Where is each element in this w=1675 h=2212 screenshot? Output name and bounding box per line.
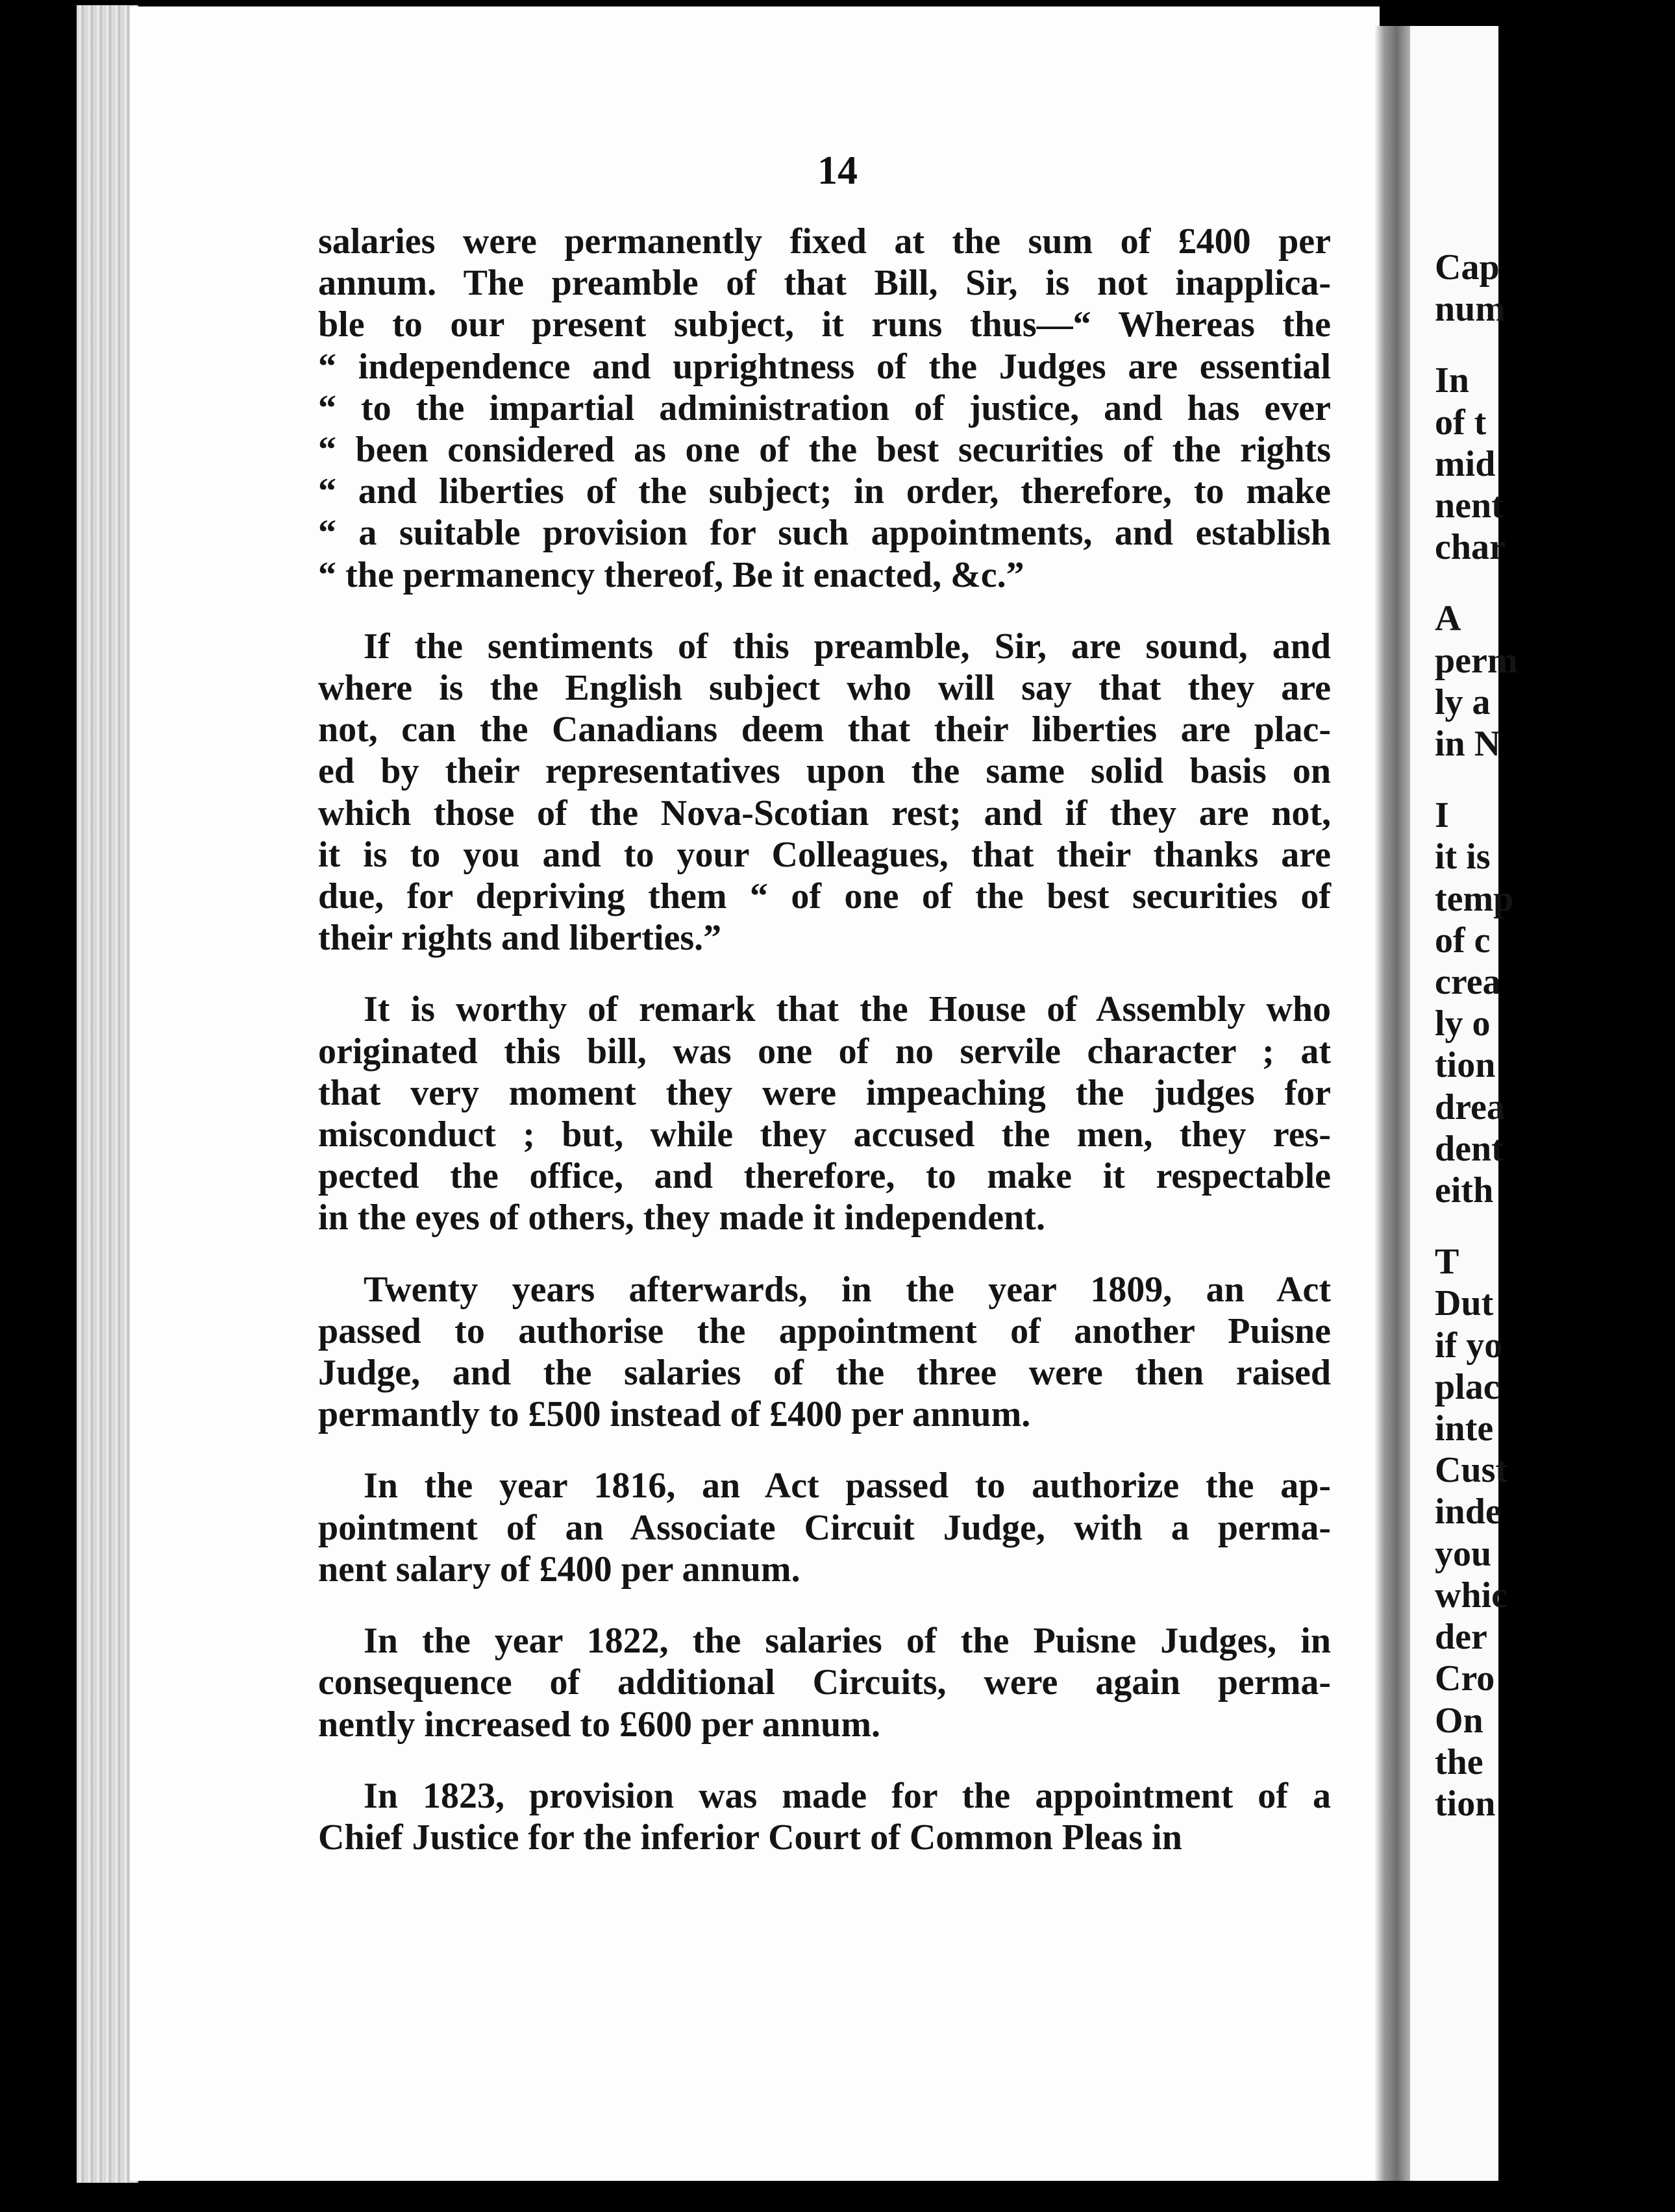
facing-page-line: char [1435, 527, 1506, 568]
paragraph [318, 989, 1331, 1238]
facing-page-line: Dut [1435, 1283, 1494, 1324]
text-line: In the year 1816, an Act passed to authorize the ap- [364, 1466, 1331, 1506]
facing-page-line: Cust [1435, 1450, 1508, 1491]
body-text [318, 221, 1331, 1858]
facing-page-line: temp [1435, 878, 1514, 919]
text-line: pointment of an Associate Circuit Judge, with a perma- [318, 1507, 1331, 1548]
text-line: “ independence and uprightness of the Judges are essential [318, 346, 1331, 387]
text-line: “ to the impartial administration of justice, and has ever [318, 387, 1331, 428]
text-line: that very moment they were impeaching the judges for [318, 1072, 1331, 1113]
facing-page-line: Cap [1435, 247, 1500, 288]
facing-page-line: dent [1435, 1128, 1504, 1169]
paragraph-gap [1435, 765, 1518, 794]
text-line: ble to our present subject, it runs thus—“ Whereas the [318, 304, 1331, 345]
paragraph-gap [1435, 568, 1518, 598]
facing-page-line: inde [1435, 1492, 1502, 1532]
text-line: consequence of additional Circuits, were again perma- [318, 1662, 1331, 1703]
text-line: nent salary of £400 per annum. [318, 1549, 800, 1590]
text-line: passed to authorise the appointment of another Puisne [318, 1310, 1331, 1351]
facing-page-line: Cro [1435, 1658, 1495, 1699]
facing-page-line: tion [1435, 1783, 1496, 1824]
facing-page-line: crea [1435, 962, 1501, 1003]
text-line: Twenty years afterwards, in the year 1809, an Act [364, 1269, 1331, 1310]
facing-page-line: perm [1435, 640, 1518, 681]
text-line: which those of the Nova-Scotian rest; and if they are not, [318, 793, 1331, 833]
text-line: In the year 1822, the salaries of the Puisne Judges, in [364, 1621, 1331, 1662]
facing-page-line: num [1435, 289, 1506, 330]
text-line: “ a suitable provision for such appointments, and establish [318, 513, 1331, 554]
text-line: where is the English subject who will say that they are [318, 668, 1331, 709]
text-line: their rights and liberties.” [318, 918, 722, 959]
facing-page-line: A [1435, 598, 1461, 639]
facing-page-line: whic [1435, 1575, 1508, 1616]
page-number: 14 [817, 149, 858, 193]
page-edges [77, 5, 138, 2183]
text-line: pected the office, and therefore, to make it respectable [318, 1156, 1331, 1197]
text-line: it is to you and to your Colleagues, that their thanks are [318, 834, 1331, 875]
facing-page-line: mid [1435, 443, 1496, 484]
facing-page-line: I [1435, 795, 1449, 836]
text-line: not, can the Canadians deem that their liberties are plac- [318, 709, 1331, 750]
facing-page-line: der [1435, 1617, 1487, 1658]
facing-page-line: drea [1435, 1087, 1505, 1127]
text-line: annum. The preamble of that Bill, Sir, is not inapplica- [318, 263, 1331, 304]
text-line: ed by their representatives upon the same solid basis on [318, 751, 1331, 792]
facing-page-line: the [1435, 1741, 1483, 1782]
text-line: “ been considered as one of the best securities of the rights [318, 430, 1331, 471]
paragraph [318, 1775, 1331, 1858]
text-line: in the eyes of others, they made it independent. [318, 1198, 1045, 1238]
text-line: “ the permanency thereof, Be it enacted, &c.” [318, 554, 1024, 595]
text-line: salaries were permanently fixed at the sum of £400 per [318, 221, 1331, 262]
facing-page-line: T [1435, 1242, 1459, 1283]
text-line: In 1823, provision was made for the appointment of a [364, 1775, 1331, 1816]
facing-page-line: ly o [1435, 1003, 1491, 1044]
facing-page-line: In [1435, 360, 1469, 401]
facing-page-line: tion [1435, 1045, 1496, 1086]
facing-page-line: nent [1435, 485, 1504, 526]
facing-page-line: if yo [1435, 1325, 1503, 1366]
paragraph [318, 221, 1331, 596]
facing-page-line: On [1435, 1700, 1483, 1741]
facing-page-line: eith [1435, 1170, 1494, 1211]
text-line: misconduct ; but, while they accused the men, they res- [318, 1114, 1331, 1155]
text-line: due, for depriving them “ of one of the best securities of [318, 876, 1331, 917]
paragraph [318, 1465, 1331, 1590]
facing-page-line: it is [1435, 837, 1491, 878]
facing-page-line: plac [1435, 1366, 1500, 1407]
text-line: nently increased to £600 per annum. [318, 1704, 880, 1745]
facing-page-line: of c [1435, 920, 1491, 961]
book-gutter [1375, 26, 1411, 2181]
text-line: permantly to £500 instead of £400 per annum. [318, 1394, 1031, 1435]
paragraph [318, 1269, 1331, 1436]
text-line: It is worthy of remark that the House of Assembly who [364, 989, 1331, 1030]
text-line: Judge, and the salaries of the three were then raised [318, 1353, 1331, 1394]
paragraph-gap [1435, 330, 1518, 360]
paragraph [318, 626, 1331, 959]
facing-page-line: of t [1435, 402, 1487, 443]
facing-page-text [1435, 247, 1518, 1825]
text-line: originated this bill, was one of no servile character ; at [318, 1031, 1331, 1072]
facing-page-line: in N [1435, 724, 1501, 765]
text-line: Chief Justice for the inferior Court of Common Pleas in [318, 1817, 1182, 1858]
facing-page-line: ly a [1435, 682, 1491, 722]
facing-page [1410, 26, 1518, 2181]
facing-page-line: you [1435, 1533, 1492, 1574]
paragraph-gap [1435, 1211, 1518, 1241]
paragraph [318, 1620, 1331, 1745]
facing-page-line: inte [1435, 1408, 1494, 1449]
text-line: “ and liberties of the subject; in order, therefore, to make [318, 471, 1331, 512]
text-line: If the sentiments of this preamble, Sir, are sound, and [364, 626, 1331, 667]
